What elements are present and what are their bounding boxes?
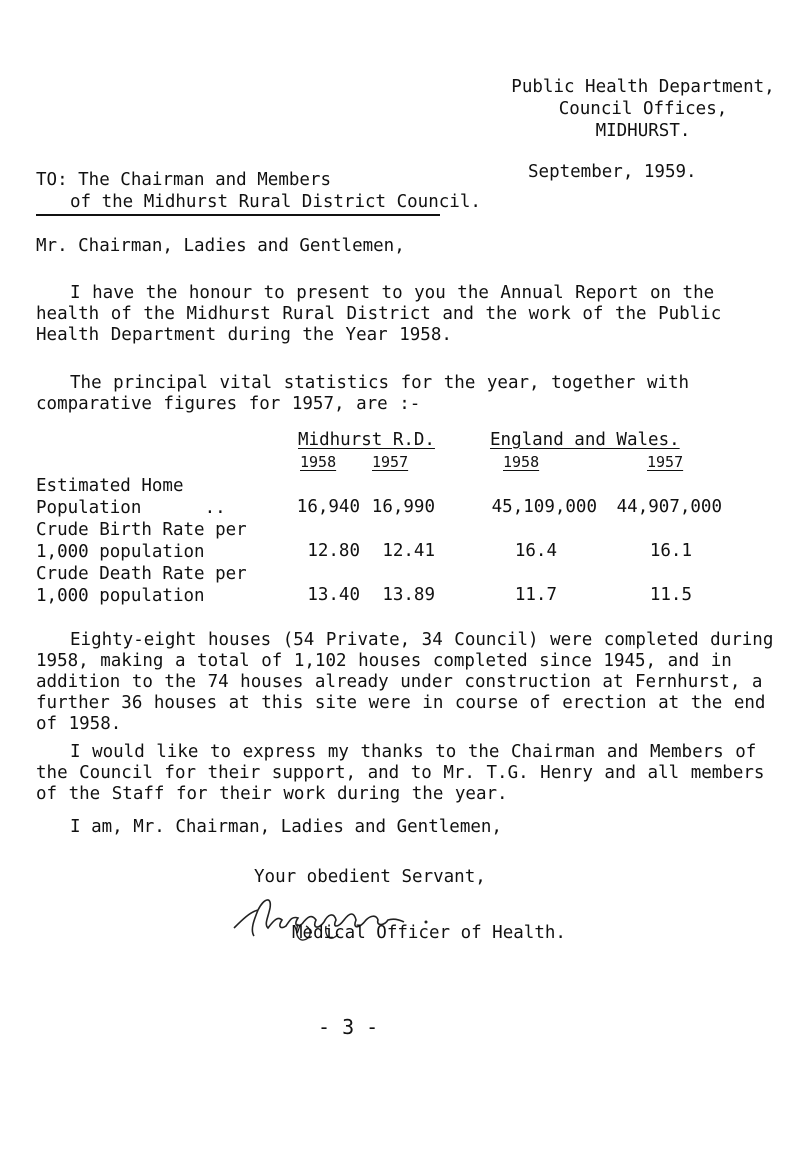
town-name: MIDHURST. [595, 121, 691, 141]
year-header: 1958 [300, 453, 337, 471]
table-cell: 44,907,000 [616, 497, 722, 517]
row-label: Population .. [36, 498, 226, 518]
row-label: Crude Birth Rate per [36, 520, 247, 540]
valediction: Your obedient Servant, [254, 867, 486, 887]
column-group-england: England and Wales. [490, 430, 680, 450]
row-label: Crude Death Rate per [36, 564, 247, 584]
closing-line: I am, Mr. Chairman, Ladies and Gentlemen, [70, 817, 502, 837]
row-label: 1,000 population [36, 542, 205, 562]
housing-paragraph: Eighty-eight houses (54 Private, 34 Council) were completed during 1958, making a total of 1,102 houses completed since 1945, and in addition to the 74 houses already under construction at Fernhurst, a further 36 houses at this site were in course of erection at the end of 1958. [36, 630, 774, 734]
table-cell: 13.40 [307, 585, 360, 605]
stats-intro-paragraph: The principal vital statistics for the year, together with comparative figures for 1957, are :- [36, 373, 690, 414]
table-cell: 16,940 [296, 497, 360, 517]
table-cell: 13.89 [382, 585, 435, 605]
addressee-line-2: of the Midhurst Rural District Council. [70, 192, 481, 212]
table-cell: 11.5 [649, 585, 692, 605]
year-header: 1957 [372, 453, 409, 471]
column-group-midhurst: Midhurst R.D. [298, 430, 435, 450]
table-cell: 16.1 [649, 541, 692, 561]
year-header: 1957 [647, 453, 684, 471]
year-header: 1958 [503, 453, 540, 471]
table-cell: 12.80 [307, 541, 360, 561]
page-number: - 3 - [318, 1015, 379, 1039]
row-label: 1,000 population [36, 586, 205, 606]
table-cell: 16,990 [371, 497, 435, 517]
department-name: Public Health Department, [511, 77, 775, 97]
signatory-title: Medical Officer of Health. [292, 923, 566, 943]
salutation: Mr. Chairman, Ladies and Gentlemen, [36, 236, 405, 256]
table-cell: 12.41 [382, 541, 435, 561]
row-label: Estimated Home [36, 476, 184, 496]
office-name: Council Offices, [558, 99, 728, 119]
thanks-paragraph: I would like to express my thanks to the Chairman and Members of the Council for their support, and to Mr. T.G. Henry and all members of the Staff for their work during the year. [36, 742, 765, 804]
intro-paragraph: I have the honour to present to you the Annual Report on the health of the Midhurst Rural District and the work of the Public Health Department during the Year 1958. [36, 283, 722, 345]
addressee-rule [36, 214, 440, 216]
table-cell: 16.4 [514, 541, 557, 561]
addressee-line-1: TO: The Chairman and Members [36, 170, 332, 190]
table-cell: 45,109,000 [491, 497, 597, 517]
table-cell: 11.7 [514, 585, 557, 605]
letter-date: September, 1959. [528, 162, 697, 182]
